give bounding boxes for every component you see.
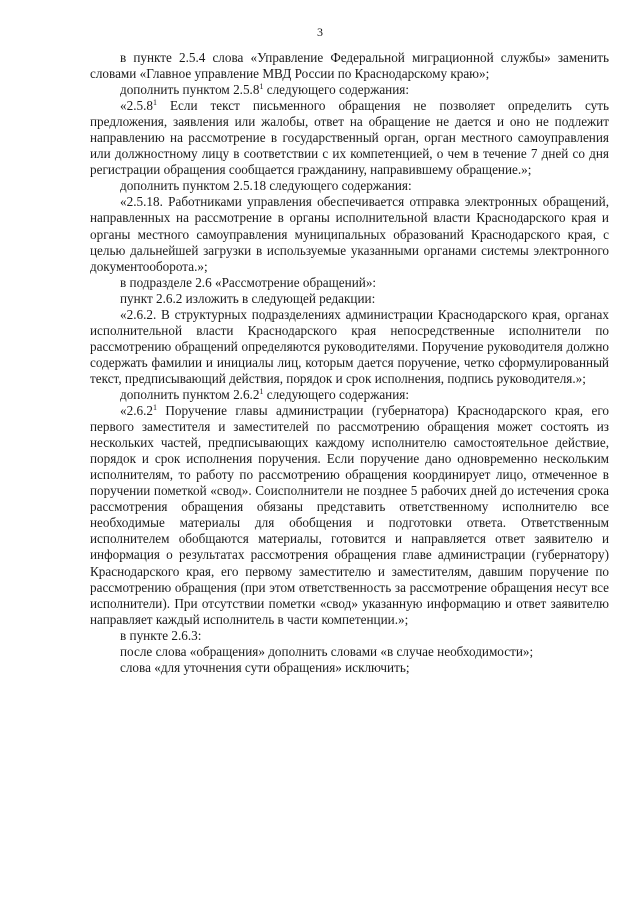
paragraph-text: после слова «обращения» дополнить словами «в случае необходимости»; bbox=[120, 643, 534, 659]
paragraph bbox=[90, 387, 609, 403]
paragraph bbox=[90, 194, 609, 274]
superscript: 1 bbox=[259, 386, 264, 396]
paragraph-text: в пункте 2.6.3: bbox=[120, 627, 202, 643]
paragraph-text: в пункте 2.5.4 слова «Управление Федеральной миграционной службы» заменить словами «Главное управление МВД России по Краснодарскому краю»; bbox=[90, 50, 609, 82]
paragraph-text-cont: Если текст письменного обращения не позволяет определить суть предложения, заявления или жалобы, ответ на обращение не дается и оно не подлежит направлению на рассмотрение в государственный орган, орган местного самоуправления или должностному лицу в соответствии с их компетенцией, о чем в течение 7 дней со дня регистрации обращения сообщается гражданину, направившему обращение.»; bbox=[90, 98, 609, 178]
paragraph-text-cont: Поручение главы администрации (губернатора) Краснодарского края, его первого заместителя и заместителей по рассмотрению обращения может состоять из нескольких частей, предписывающих каждому исполнителю самостоятельное действие, порядок и срок исполнения поручения. Если поручение дано одновременно нескольким исполнителям, то работу по рассмотрению обращения координирует лицо, отмеченное в поручении пометкой «свод». Соисполнители не позднее 5 рабочих дней до истечения срока рассмотрения обращения обязаны представить ответственному исполнителю все необходимые материалы для обобщения и подготовки ответа. Ответственным исполнителем обобщаются материалы, готовится и направляется ответ заявителю и информация о результатах рассмотрения обращения главе администрации (губернатору) Краснодарского края, его первому заместителю и заместителям, давшим поручение по рассмотрению обращения (при этом ответственность за рассмотрение обращения несут все исполнители). При отсутствии пометки «свод» указанную информацию и ответ заявителю направляет каждый исполнитель в части компетенции.»; bbox=[90, 403, 609, 627]
paragraph-text: дополнить пунктом 2.5.18 следующего содержания: bbox=[120, 178, 412, 194]
paragraph bbox=[90, 628, 609, 644]
paragraph bbox=[90, 50, 609, 82]
paragraph-text: «2.6.2. В структурных подразделениях администрации Краснодарского края, органах исполнительной власти Краснодарского края непосредственные исполнители по рассмотрению обращений определяются руководителями. Поручение руководителя должно содержать фамилии и инициалы лиц, которым дается поручение, четко сформулированный текст, предписывающий действия, порядок и срок исполнения, подпись руководителя.»; bbox=[90, 306, 609, 386]
superscript: 1 bbox=[152, 98, 157, 108]
document-body bbox=[90, 50, 609, 676]
paragraph-text: «2.6.2 bbox=[120, 403, 153, 419]
superscript: 1 bbox=[152, 403, 157, 413]
paragraph-text: слова «для уточнения сути обращения» исключить; bbox=[120, 659, 410, 675]
paragraph-text: в подразделе 2.6 «Рассмотрение обращений»: bbox=[120, 274, 377, 290]
superscript: 1 bbox=[259, 82, 264, 92]
paragraph-text: пункт 2.6.2 изложить в следующей редакции: bbox=[120, 290, 376, 306]
paragraph-text: «2.5.18. Работниками управления обеспечивается отправка электронных обращений, направленных на рассмотрение в органы исполнительной власти Краснодарского края и органы местного самоуправления муниципальных образований Краснодарского края, с целью дальнейшей загрузки в используемые указанными органами системы электронного документооборота.»; bbox=[90, 194, 609, 274]
paragraph bbox=[90, 275, 609, 291]
paragraph-text: «2.5.8 bbox=[120, 98, 153, 114]
paragraph-text-cont: следующего содержания: bbox=[263, 82, 410, 98]
paragraph bbox=[90, 178, 609, 194]
paragraph bbox=[90, 98, 609, 178]
page-number: 3 bbox=[317, 25, 323, 39]
paragraph-text: дополнить пунктом 2.5.8 bbox=[120, 82, 260, 98]
paragraph-text-cont: следующего содержания: bbox=[263, 386, 410, 402]
paragraph bbox=[90, 403, 609, 628]
paragraph bbox=[90, 660, 609, 676]
paragraph bbox=[90, 307, 609, 387]
paragraph bbox=[90, 82, 609, 98]
paragraph-text: дополнить пунктом 2.6.2 bbox=[120, 386, 260, 402]
paragraph bbox=[90, 291, 609, 307]
paragraph bbox=[90, 644, 609, 660]
